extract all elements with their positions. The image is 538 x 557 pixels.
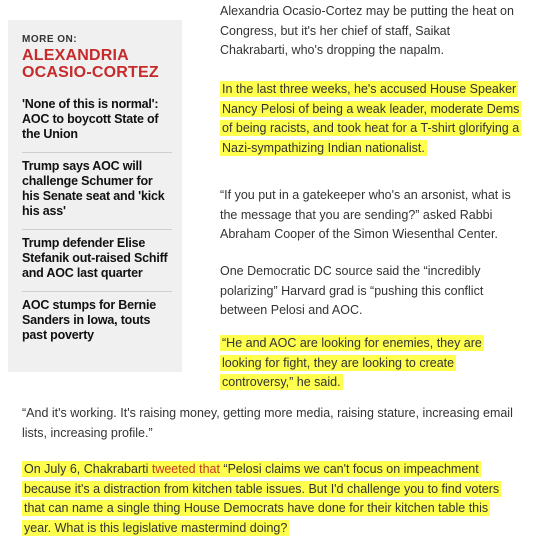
related-links	[22, 91, 172, 353]
article-paragraph-highlighted	[22, 460, 512, 538]
tweet-link[interactable]: tweeted that	[151, 462, 220, 476]
text-after-link: “Pelosi claims we can't focus on impeachment because it's a distraction from kitchen table issues. But I'd challenge you to find voters that can name a single thing House Democrats have done for their kitchen table this year. What is this legislative mastermind doing?	[24, 462, 500, 535]
topic-title-line1: ALEXANDRIA	[22, 47, 129, 64]
article-paragraph: “And it's working. It's raising money, getting more media, raising stature, increasing email lists, increasing profile.”	[22, 406, 513, 440]
article-paragraph-highlighted	[220, 334, 510, 393]
topic-title[interactable]	[22, 47, 172, 81]
article-paragraph-highlighted	[220, 80, 525, 158]
related-link-item[interactable]: 'None of this is normal': AOC to boycott State of the Union	[22, 97, 159, 141]
highlight-span: “He and AOC are looking for enemies, they are looking for fight, they are looking to create controversy,” he said.	[222, 336, 482, 389]
related-link-item[interactable]: AOC stumps for Bernie Sanders in Iowa, touts past poverty	[22, 291, 172, 353]
related-link-item[interactable]: Trump says AOC will challenge Schumer for his Senate seat and 'kick his ass'	[22, 152, 172, 229]
article-paragraph: One Democratic DC source said the “incredibly polarizing” Harvard grad is “pushing this conflict between Pelosi and AOC.	[220, 264, 484, 317]
article-paragraph: Alexandria Ocasio-Cortez may be putting the heat on Congress, but it's her chief of staff, Saikat Chakrabarti, who's dropping the napalm.	[220, 4, 514, 57]
related-link-item[interactable]: Trump defender Elise Stefanik out-raised Schiff and AOC last quarter	[22, 229, 172, 291]
article-paragraph: “If you put in a gatekeeper who's an arsonist, what is the message that you are sending?” asked Rabbi Abraham Cooper of the Simon Wiesenthal Center.	[220, 188, 511, 241]
topic-title-line2: OCASIO-CORTEZ	[22, 64, 159, 81]
text-before-link: On July 6, Chakrabarti	[24, 462, 152, 476]
highlight-span	[22, 461, 501, 536]
highlight-span: In the last three weeks, he's accused House Speaker Nancy Pelosi of being a weak leader, moderate Dems of being racists, and took heat for a T-shirt glorifying a Nazi-sympathizing Indian nationalist.	[222, 82, 520, 155]
related-sidebar	[8, 20, 182, 372]
more-on-label: MORE ON:	[22, 34, 78, 45]
